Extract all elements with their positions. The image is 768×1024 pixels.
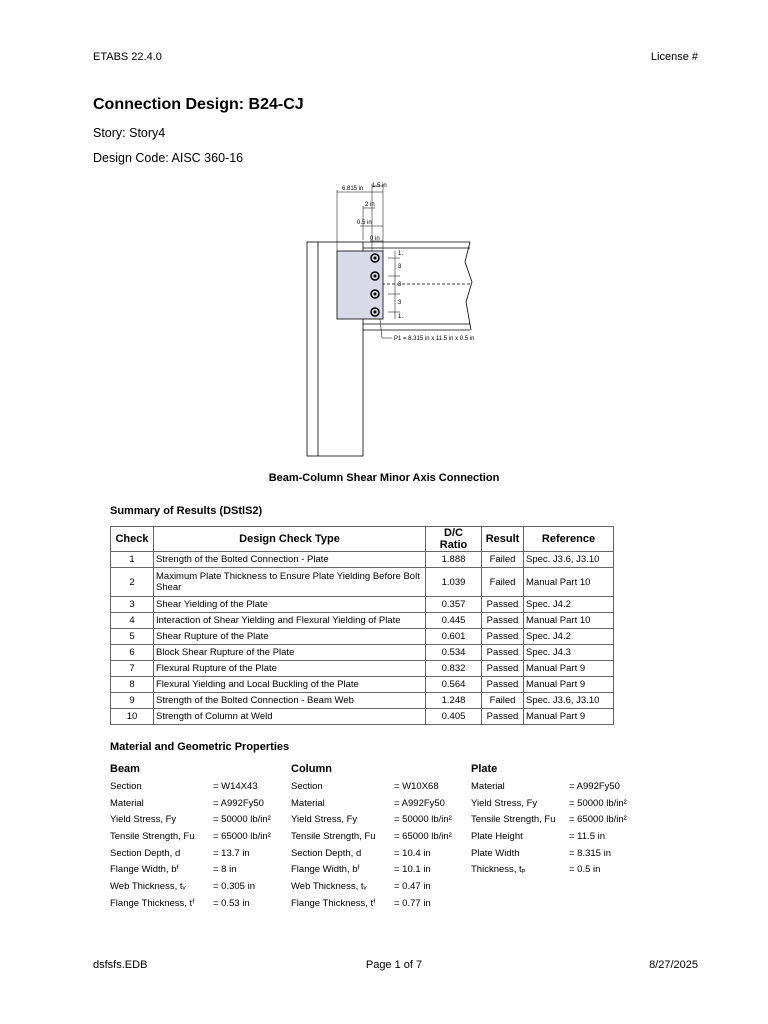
check-result: Passed: [482, 597, 524, 613]
table-row: [111, 629, 614, 645]
property-label: Plate Width: [471, 847, 520, 859]
col-header-reference: Reference: [524, 527, 614, 552]
property-value: = A992Fy50: [569, 781, 620, 792]
property-label: Section: [110, 781, 142, 792]
property-value: = 50000 lb/in²: [213, 814, 271, 826]
check-number: 9: [111, 693, 154, 709]
check-result: Failed: [482, 568, 524, 597]
property-value: = 0.305 in: [213, 881, 255, 893]
property-label: Material: [471, 781, 505, 792]
property-row: [291, 781, 439, 798]
beam-heading: Beam: [110, 763, 140, 775]
check-result: Passed: [482, 645, 524, 661]
footer-filename: dsfsfs.EDB: [93, 959, 148, 971]
check-number: 6: [111, 645, 154, 661]
property-value: = A992Fy50: [394, 797, 445, 809]
plate-callout: P1 = 8.315 in x 11.5 in x 0.5 in: [394, 336, 475, 342]
check-reference: Manual Part 9: [524, 709, 614, 725]
table-header-row: [111, 527, 614, 552]
property-row: [110, 897, 250, 915]
check-type: Shear Yielding of the Plate: [154, 597, 426, 613]
check-result: Passed: [482, 629, 524, 645]
check-type: Flexural Yielding and Local Buckling of the Plate: [154, 677, 426, 693]
property-value: = 10.1 in: [394, 864, 431, 876]
property-row: [471, 864, 601, 881]
col-header-type: Design Check Type: [154, 527, 426, 552]
beam-properties: [110, 763, 271, 915]
check-number: 10: [111, 709, 154, 725]
dc-ratio: 0.357: [426, 597, 482, 613]
property-row: [110, 814, 271, 831]
property-label: Material: [110, 797, 144, 809]
page-title: Connection Design: B24-CJ: [93, 96, 304, 113]
check-reference: Manual Part 9: [524, 677, 614, 693]
table-row: [111, 645, 614, 661]
app-version: ETABS 22.4.0: [93, 51, 162, 63]
property-value: = 50000 lb/in²: [394, 814, 452, 826]
property-row: [471, 781, 620, 798]
property-value: = W14X43: [213, 781, 258, 792]
property-label: Flange Thickness, tᶠ: [291, 897, 376, 909]
dim-label: 1.: [398, 251, 404, 257]
dc-ratio: 1.039: [426, 568, 482, 597]
property-label: Section Depth, d: [110, 847, 181, 859]
property-value: = 0.47 in: [394, 881, 431, 893]
dim-label: 6.815 in: [342, 186, 364, 192]
table-row: [111, 613, 614, 629]
property-row: [110, 781, 258, 798]
check-type: Interaction of Shear Yielding and Flexural Yielding of Plate: [154, 613, 426, 629]
table-row: [111, 693, 614, 709]
dim-label: 1.: [398, 314, 404, 320]
check-result: Passed: [482, 709, 524, 725]
property-value: = 0.5 in: [569, 864, 601, 876]
dc-ratio: 0.601: [426, 629, 482, 645]
check-type: Strength of the Bolted Connection - Beam Web: [154, 693, 426, 709]
table-row: [111, 709, 614, 725]
table-row: [111, 552, 614, 568]
property-row: [471, 831, 606, 848]
license-label: License #: [650, 51, 698, 63]
property-label: Tensile Strength, Fu: [471, 814, 556, 826]
table-row: [111, 661, 614, 677]
check-type: Flexural Rupture of the Plate: [154, 661, 426, 677]
connection-drawing: [0, 0, 768, 470]
column-properties: [291, 763, 452, 915]
check-type: Strength of the Bolted Connection - Plate: [154, 552, 426, 568]
check-result: Failed: [482, 693, 524, 709]
check-result: Passed: [482, 677, 524, 693]
property-value: = W10X68: [394, 781, 439, 792]
dc-ratio: 0.445: [426, 613, 482, 629]
dim-label: 1.5 in: [372, 183, 387, 189]
check-reference: Manual Part 10: [524, 568, 614, 597]
property-row: [110, 797, 264, 815]
dc-ratio: 0.534: [426, 645, 482, 661]
property-value: = 11.5 in: [569, 831, 606, 843]
property-row: [110, 864, 237, 881]
check-reference: Spec. J4.2: [524, 629, 614, 645]
property-row: [110, 881, 255, 898]
property-row: [471, 797, 627, 815]
check-number: 2: [111, 568, 154, 597]
check-number: 5: [111, 629, 154, 645]
property-label: Yield Stress, Fy: [110, 814, 177, 826]
property-row: [291, 864, 431, 881]
property-value: = 10.4 in: [394, 847, 431, 859]
property-value: = 8 in: [213, 864, 237, 876]
property-label: Yield Stress, Fy: [291, 814, 358, 826]
plate-heading: Plate: [471, 763, 498, 775]
property-label: Thickness, tₚ: [471, 864, 526, 876]
check-result: Failed: [482, 552, 524, 568]
col-header-check: Check: [111, 527, 154, 552]
property-label: Web Thickness, tᵥ: [110, 881, 186, 893]
check-number: 3: [111, 597, 154, 613]
property-label: Web Thickness, tᵥ: [291, 881, 367, 893]
property-label: Flange Width, bᶠ: [110, 864, 179, 876]
col-header-ratio: D/C Ratio: [426, 527, 482, 552]
dim-label: 0 in: [370, 236, 380, 242]
check-result: Passed: [482, 613, 524, 629]
property-row: [110, 831, 271, 848]
summary-title: Summary of Results (DStlS2): [110, 505, 263, 517]
check-result: Passed: [482, 661, 524, 677]
properties-title: Material and Geometric Properties: [110, 741, 290, 753]
col-header-result: Result: [482, 527, 524, 552]
property-value: = 0.53 in: [213, 897, 250, 909]
property-label: Yield Stress, Fy: [471, 797, 538, 809]
check-number: 1: [111, 552, 154, 568]
property-label: Flange Width, bᶠ: [291, 864, 360, 876]
story-label: Story: Story4: [93, 126, 166, 140]
property-label: Section Depth, d: [291, 847, 362, 859]
footer-page: Page 1 of 7: [365, 959, 423, 971]
dc-ratio: 0.564: [426, 677, 482, 693]
dc-ratio: 0.832: [426, 661, 482, 677]
property-label: Tensile Strength, Fu: [291, 831, 376, 843]
check-type: Block Shear Rupture of the Plate: [154, 645, 426, 661]
check-reference: Manual Part 10: [524, 613, 614, 629]
property-value: = 65000 lb/in²: [569, 814, 627, 826]
property-row: [471, 847, 611, 865]
property-label: Plate Height: [471, 831, 523, 843]
design-code-label: Design Code: AISC 360-16: [93, 151, 244, 165]
property-value: = 13.7 in: [213, 847, 250, 859]
property-value: = A992Fy50: [213, 797, 264, 809]
check-number: 7: [111, 661, 154, 677]
table-row: [111, 597, 614, 613]
property-value: = 8.315 in: [569, 847, 611, 859]
dim-label: 2 in: [365, 202, 375, 208]
dc-ratio: 0.405: [426, 709, 482, 725]
dim-label: 3: [398, 300, 402, 306]
property-row: [291, 881, 431, 898]
check-type: Shear Rupture of the Plate: [154, 629, 426, 645]
check-reference: Spec. J4.2: [524, 597, 614, 613]
check-reference: Spec. J3.6, J3.10: [524, 552, 614, 568]
check-type: Strength of Column at Weld: [154, 709, 426, 725]
check-reference: Spec. J3.6, J3.10: [524, 693, 614, 709]
property-value: = 50000 lb/in²: [569, 797, 627, 809]
dc-ratio: 1.248: [426, 693, 482, 709]
property-row: [110, 847, 250, 865]
drawing-caption: Beam-Column Shear Minor Axis Connection: [268, 472, 500, 484]
plate-properties: [471, 763, 627, 881]
property-row: [291, 897, 431, 915]
check-number: 4: [111, 613, 154, 629]
property-label: Flange Thickness, tᶠ: [110, 897, 195, 909]
dim-label: 3: [398, 264, 402, 270]
dim-label: 3: [398, 282, 402, 288]
table-row: [111, 677, 614, 693]
table-row: [111, 568, 614, 597]
results-table: [110, 526, 614, 725]
check-reference: Manual Part 9: [524, 661, 614, 677]
property-row: [471, 814, 627, 831]
property-row: [291, 797, 445, 815]
check-number: 8: [111, 677, 154, 693]
property-row: [291, 814, 452, 831]
property-label: Material: [291, 797, 325, 809]
property-row: [291, 831, 452, 848]
property-value: = 65000 lb/in²: [213, 831, 271, 843]
property-value: = 65000 lb/in²: [394, 831, 452, 843]
footer-date: 8/27/2025: [649, 959, 698, 971]
check-type: Maximum Plate Thickness to Ensure Plate Yielding Before Bolt Shear: [154, 568, 426, 597]
column-heading: Column: [291, 763, 332, 775]
check-reference: Spec. J4.3: [524, 645, 614, 661]
property-label: Section: [291, 781, 323, 792]
property-value: = 0.77 in: [394, 897, 431, 909]
property-label: Tensile Strength, Fu: [110, 831, 195, 843]
dim-label: 0.5 in: [357, 220, 372, 226]
property-row: [291, 847, 431, 865]
dc-ratio: 1.888: [426, 552, 482, 568]
